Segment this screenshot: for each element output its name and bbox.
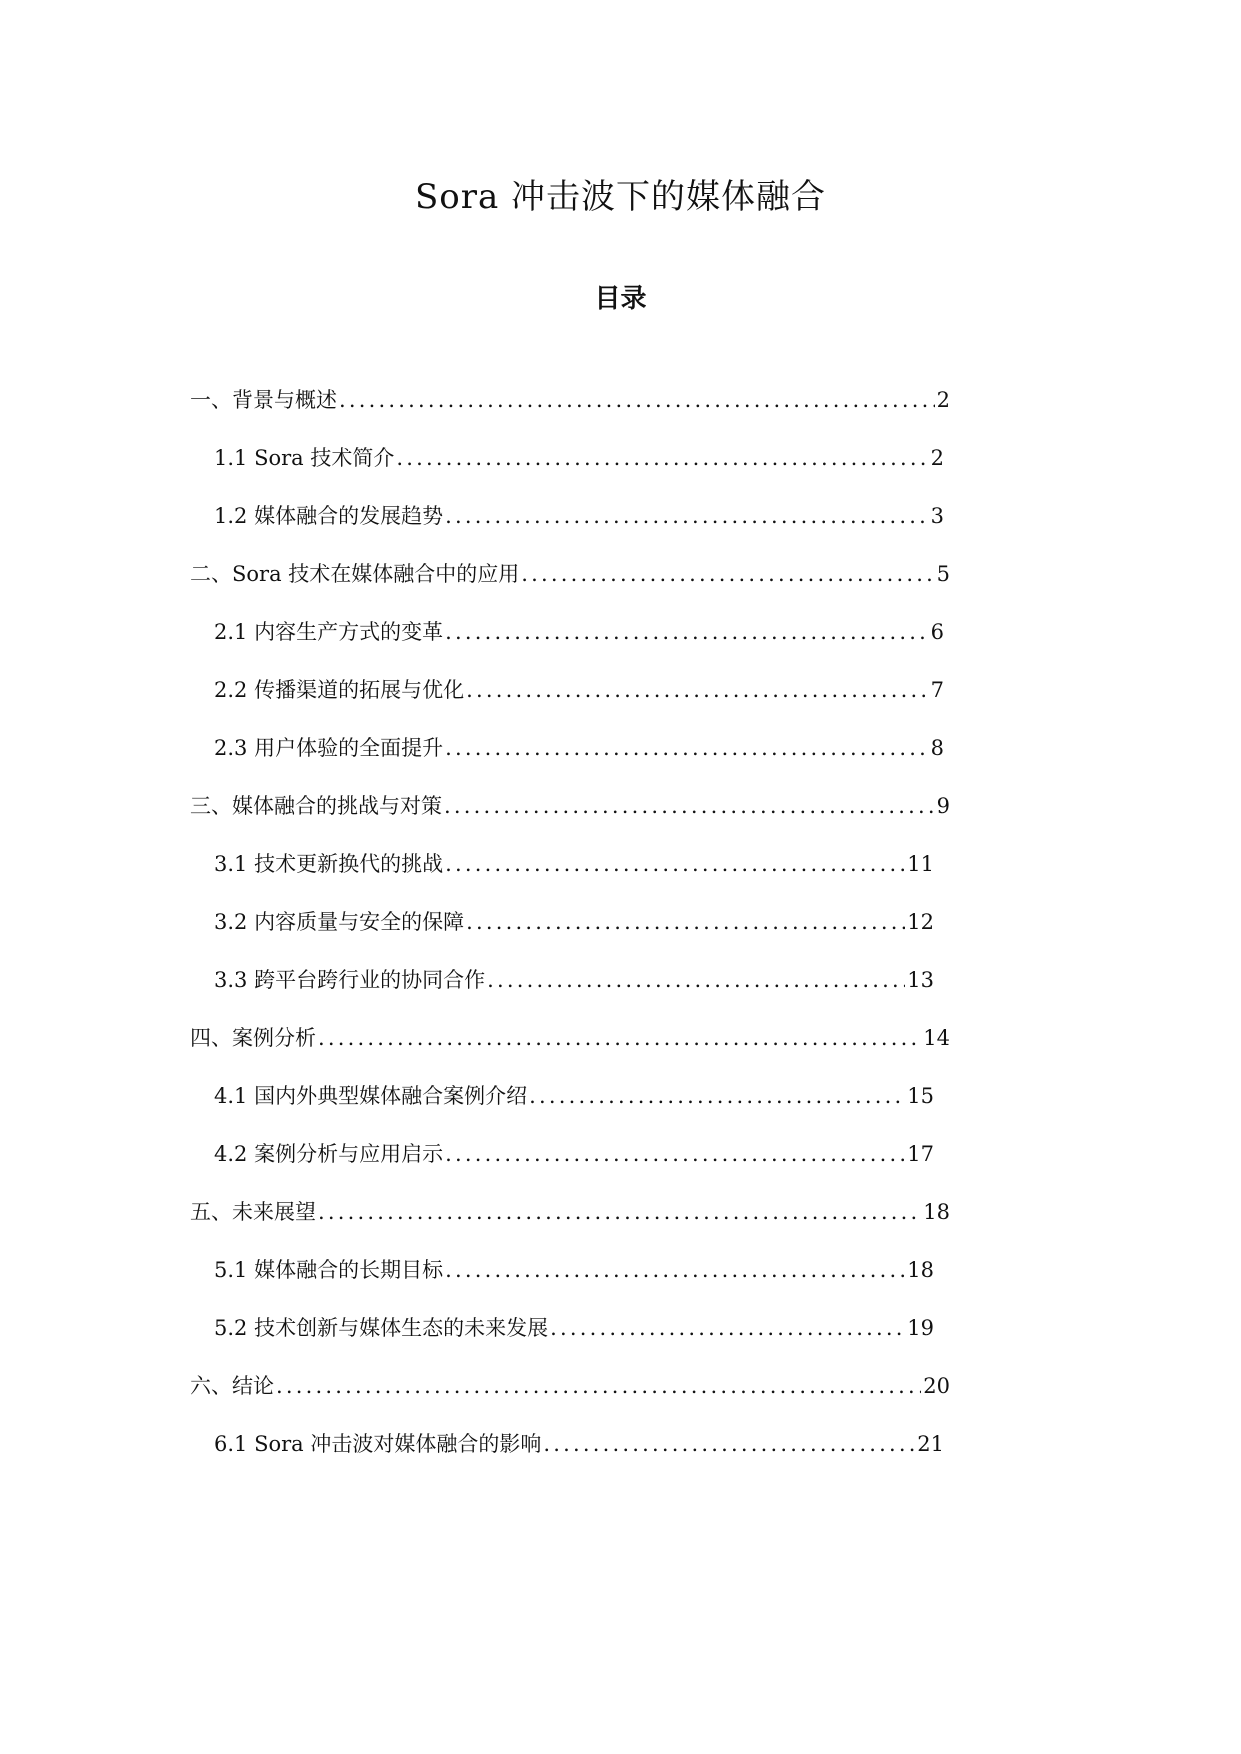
- toc-page-number: 3: [930, 504, 944, 528]
- toc-entry-title: 4.1 国内外典型媒体融合案例介绍: [214, 1084, 528, 1108]
- toc-entry-title: 1.1 Sora 技术简介: [214, 446, 395, 470]
- toc-entry-section-6[interactable]: [190, 1366, 950, 1406]
- toc-entry-title: 3.1 技术更新换代的挑战: [214, 852, 444, 876]
- toc-entry-2-3[interactable]: [214, 728, 944, 768]
- toc-entry-section-1[interactable]: [190, 380, 950, 420]
- toc-entry-title: 六、结论: [190, 1374, 274, 1398]
- toc-entry-title: 2.3 用户体验的全面提升: [214, 736, 444, 760]
- toc-page-number: 2: [930, 446, 944, 470]
- toc-leader-dots: [466, 670, 929, 710]
- toc-entry-title: 5.2 技术创新与媒体生态的未来发展: [214, 1316, 549, 1340]
- toc-entry-title: 五、未来展望: [190, 1200, 316, 1224]
- toc-entry-4-2[interactable]: [214, 1134, 934, 1174]
- toc-entry-1-1[interactable]: [214, 438, 944, 478]
- toc-entry-title: 2.1 内容生产方式的变革: [214, 620, 444, 644]
- toc-page-number: 6: [930, 620, 944, 644]
- toc-entry-title: 3.3 跨平台跨行业的协同合作: [214, 968, 486, 992]
- toc-entry-2-1[interactable]: [214, 612, 944, 652]
- toc-entry-5-2[interactable]: [214, 1308, 934, 1348]
- toc-leader-dots: [276, 1366, 921, 1406]
- toc-page-number: 19: [907, 1316, 934, 1340]
- toc-page-number: 18: [907, 1258, 934, 1282]
- toc-page-number: 12: [907, 910, 934, 934]
- toc-leader-dots: [445, 1250, 905, 1290]
- toc-page-number: 7: [930, 678, 944, 702]
- toc-leader-dots: [445, 496, 929, 536]
- toc-entry-3-2[interactable]: [214, 902, 934, 942]
- toc-leader-dots: [445, 612, 929, 652]
- document-title: Sora 冲击波下的媒体融合: [414, 176, 827, 217]
- toc-entry-title: 一、背景与概述: [190, 388, 337, 412]
- toc-heading: 目录: [594, 284, 647, 314]
- toc-entry-title: 6.1 Sora 冲击波对媒体融合的影响: [214, 1432, 542, 1456]
- toc-leader-dots: [529, 1076, 905, 1116]
- toc-leader-dots: [487, 960, 905, 1000]
- toc-entry-title: 5.1 媒体融合的长期目标: [214, 1258, 444, 1282]
- toc-entry-section-3[interactable]: [190, 786, 950, 826]
- toc-entry-section-5[interactable]: [190, 1192, 950, 1232]
- toc-entry-1-2[interactable]: [214, 496, 944, 536]
- toc-leader-dots: [318, 1018, 921, 1058]
- toc-entry-2-2[interactable]: [214, 670, 944, 710]
- toc-entry-title: 3.2 内容质量与安全的保障: [214, 910, 465, 934]
- toc-page-number: 14: [923, 1026, 950, 1050]
- toc-page-number: 17: [907, 1142, 934, 1166]
- toc-page-number: 13: [907, 968, 934, 992]
- toc-entry-title: 二、Sora 技术在媒体融合中的应用: [190, 562, 520, 586]
- toc-leader-dots: [445, 1134, 905, 1174]
- toc-page-number: 18: [923, 1200, 950, 1224]
- toc-leader-dots: [543, 1424, 915, 1464]
- toc-leader-dots: [339, 380, 935, 420]
- toc-entry-3-3[interactable]: [214, 960, 934, 1000]
- toc-leader-dots: [466, 902, 905, 942]
- toc-page-number: 15: [907, 1084, 934, 1108]
- toc-entry-title: 2.2 传播渠道的拓展与优化: [214, 678, 465, 702]
- toc-leader-dots: [396, 438, 928, 478]
- toc-page-number: 2: [936, 388, 950, 412]
- toc-entry-title: 4.2 案例分析与应用启示: [214, 1142, 444, 1166]
- toc-entry-3-1[interactable]: [214, 844, 934, 884]
- toc-page-number: 21: [917, 1432, 944, 1456]
- toc-entry-4-1[interactable]: [214, 1076, 934, 1116]
- toc-entry-section-2[interactable]: [190, 554, 950, 594]
- toc-entry-section-4[interactable]: [190, 1018, 950, 1058]
- toc-page-number: 11: [907, 852, 934, 876]
- toc-entry-6-1[interactable]: [214, 1424, 944, 1464]
- toc-leader-dots: [444, 786, 935, 826]
- toc-entry-5-1[interactable]: [214, 1250, 934, 1290]
- toc-entry-title: 四、案例分析: [190, 1026, 316, 1050]
- toc-entry-title: 三、媒体融合的挑战与对策: [190, 794, 442, 818]
- toc-page-number: 5: [936, 562, 950, 586]
- toc-page-number: 8: [930, 736, 944, 760]
- toc-leader-dots: [550, 1308, 905, 1348]
- toc-entry-title: 1.2 媒体融合的发展趋势: [214, 504, 444, 528]
- toc-page-number: 20: [923, 1374, 950, 1398]
- toc-leader-dots: [445, 728, 929, 768]
- toc-page-number: 9: [936, 794, 950, 818]
- toc-leader-dots: [318, 1192, 921, 1232]
- toc-leader-dots: [521, 554, 934, 594]
- toc-leader-dots: [445, 844, 905, 884]
